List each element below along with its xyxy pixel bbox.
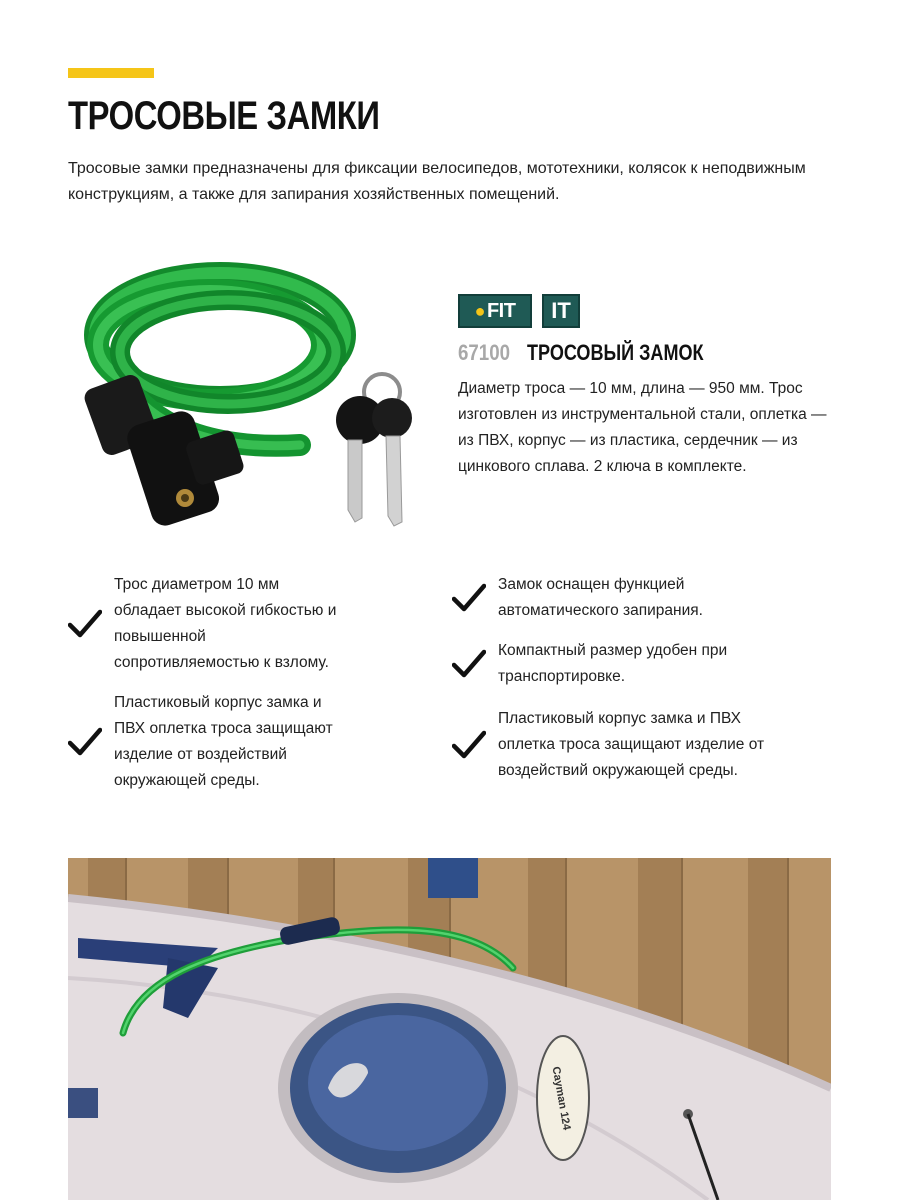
fit-badge	[458, 294, 532, 328]
feature-item	[452, 638, 792, 690]
article-number: 67100	[458, 340, 511, 365]
feature-item	[68, 690, 368, 794]
it-badge: IT	[542, 294, 580, 328]
intro-text: Тросовые замки предназначены для фиксации велосипедов, мототехники, колясок к неподвижным конструкциям, а также для запирания хозяйственных помещений.	[68, 160, 806, 203]
bolt-icon: ●	[474, 300, 485, 321]
brand-badges	[458, 294, 580, 328]
kayak-photo	[68, 858, 831, 1200]
checkmark-icon	[452, 649, 486, 679]
checkmark-icon	[68, 727, 102, 757]
feature-text: Трос диаметром 10 мм обладает высокой гибкостью и повышенной сопротивляемостью к взлому.	[114, 576, 337, 671]
checkmark-icon	[452, 583, 486, 613]
product-header	[458, 340, 742, 366]
feature-text: Пластиковый корпус замка и ПВХ оплетка троса защищают изделие от воздействий окружающей среды.	[498, 710, 765, 779]
checkmark-icon	[68, 609, 102, 639]
feature-item	[68, 572, 368, 676]
kayak-model-label: Cayman 124	[549, 1065, 573, 1132]
fit-badge-label: FIT	[486, 299, 516, 322]
feature-text: Замок оснащен функцией автоматического запирания.	[498, 576, 703, 619]
page-title: ТРОСОВЫЕ ЗАМКИ	[68, 94, 380, 138]
feature-item	[452, 706, 792, 784]
feature-text: Компактный размер удобен при транспортировке.	[498, 642, 728, 685]
product-name: ТРОСОВЫЙ ЗАМОК	[527, 340, 704, 365]
cable-lock-image	[70, 240, 430, 540]
feature-text: Пластиковый корпус замка и ПВХ оплетка троса защищают изделие от воздействий окружающей среды.	[114, 694, 333, 789]
product-description: Диаметр троса — 10 мм, длина — 950 мм. Трос изготовлен из инструментальной стали, оплетка — из ПВХ, корпус — из пластика, сердечник — из цинкового сплава. 2 ключа в комплекте.	[458, 380, 827, 475]
feature-item	[452, 572, 792, 624]
checkmark-icon	[452, 730, 486, 760]
accent-bar	[68, 68, 154, 78]
